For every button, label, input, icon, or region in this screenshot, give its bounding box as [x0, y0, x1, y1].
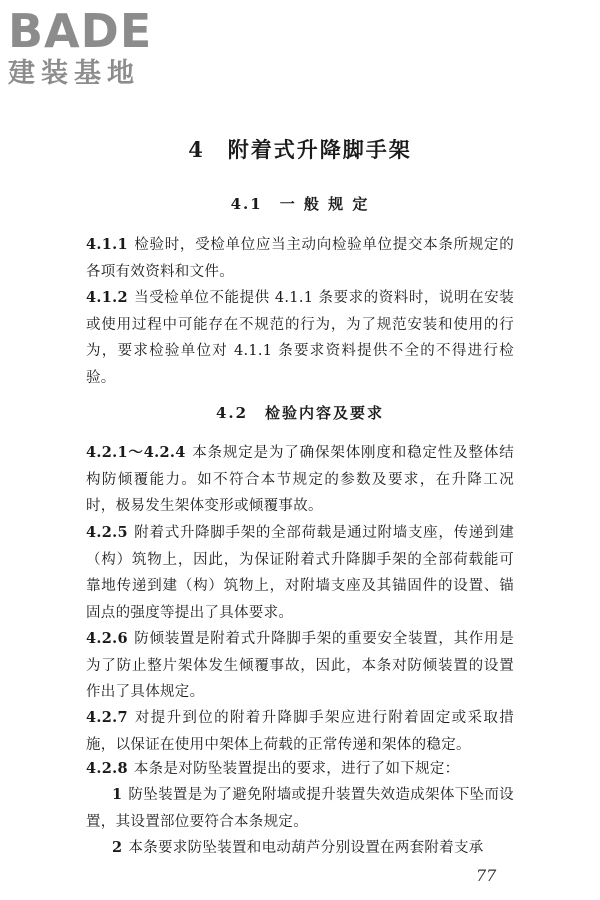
page-number: 77: [476, 866, 497, 885]
clause-number: 4.1.2: [86, 289, 128, 306]
clause-text: 防倾装置是附着式升降脚手架的重要安全装置，其作用是为了防止整片架体发生倾覆事故，因此，本条对防倾装置的设置作出了具体规定。: [86, 631, 514, 700]
clause-4-1-1: [86, 232, 514, 285]
clause-number: 4.1.1: [86, 236, 128, 253]
watermark-logo: [8, 6, 208, 90]
clause-4-2-1-to-4-2-4: [86, 440, 514, 520]
item-number: 2: [112, 839, 123, 856]
clause-number: 4.2.6: [86, 630, 128, 647]
clause-number: 4.2.7: [86, 709, 128, 726]
clause-4-1-2: [86, 285, 514, 391]
clause-text: 附着式升降脚手架的全部荷载是通过附墙支座，传递到建（构）筑物上，因此，为保证附着式升降脚手架的全部荷载能可靠地传递到建（构）筑物上，对附墙支座及其锚固件的设置、锚固点的强度等提出了具体要求。: [86, 525, 514, 621]
clause-4-2-7: [86, 705, 514, 758]
section-title-4-1: 4.1 一 般 规 定: [230, 195, 370, 213]
logo-mark: BADE: [8, 4, 153, 58]
section-title-4-2: 4.2 检验内容及要求: [215, 404, 385, 422]
clause-4-2-8: [86, 756, 514, 783]
chapter-title: 4 附着式升降脚手架: [188, 137, 412, 162]
clause-4-2-6: [86, 626, 514, 706]
clause-text: 检验时，受检单位应当主动向检验单位提交本条所规定的各项有效资料和文件。: [86, 237, 514, 280]
clause-number: 4.2.8: [86, 760, 128, 777]
clause-text: 当受检单位不能提供 4.1.1 条要求的资料时，说明在安装或使用过程中可能存在不规范的行为，为了规范安装和使用的行为，要求检验单位对 4.1.1 条要求资料提供不全的不得进行检验。: [86, 290, 514, 386]
item-text: 本条要求防坠装置和电动葫芦分别设置在两套附着支承: [128, 840, 484, 856]
clause-text: 本条是对防坠装置提出的要求，进行了如下规定：: [133, 761, 460, 777]
list-item-2: [86, 835, 514, 862]
clause-text: 对提升到位的附着升降脚手架应进行附着固定或采取措施，以保证在使用中架体上荷载的正常传递和架体的稳定。: [86, 710, 514, 753]
item-number: 1: [112, 786, 123, 803]
clause-text: 本条规定是为了确保架体刚度和稳定性及整体结构防倾覆能力。如不符合本节规定的参数及要求，在升降工况时，极易发生架体变形或倾覆事故。: [86, 445, 514, 514]
item-text: 防坠装置是为了避免附墙或提升装置失效造成架体下坠而设置，其设置部位要符合本条规定。: [86, 787, 514, 830]
clause-4-2-5: [86, 520, 514, 626]
clause-number: 4.2.1～4.2.4: [86, 444, 186, 461]
clause-number: 4.2.5: [86, 524, 128, 541]
list-item-1: [86, 782, 514, 835]
logo-subtitle: 建装基地: [8, 58, 140, 89]
